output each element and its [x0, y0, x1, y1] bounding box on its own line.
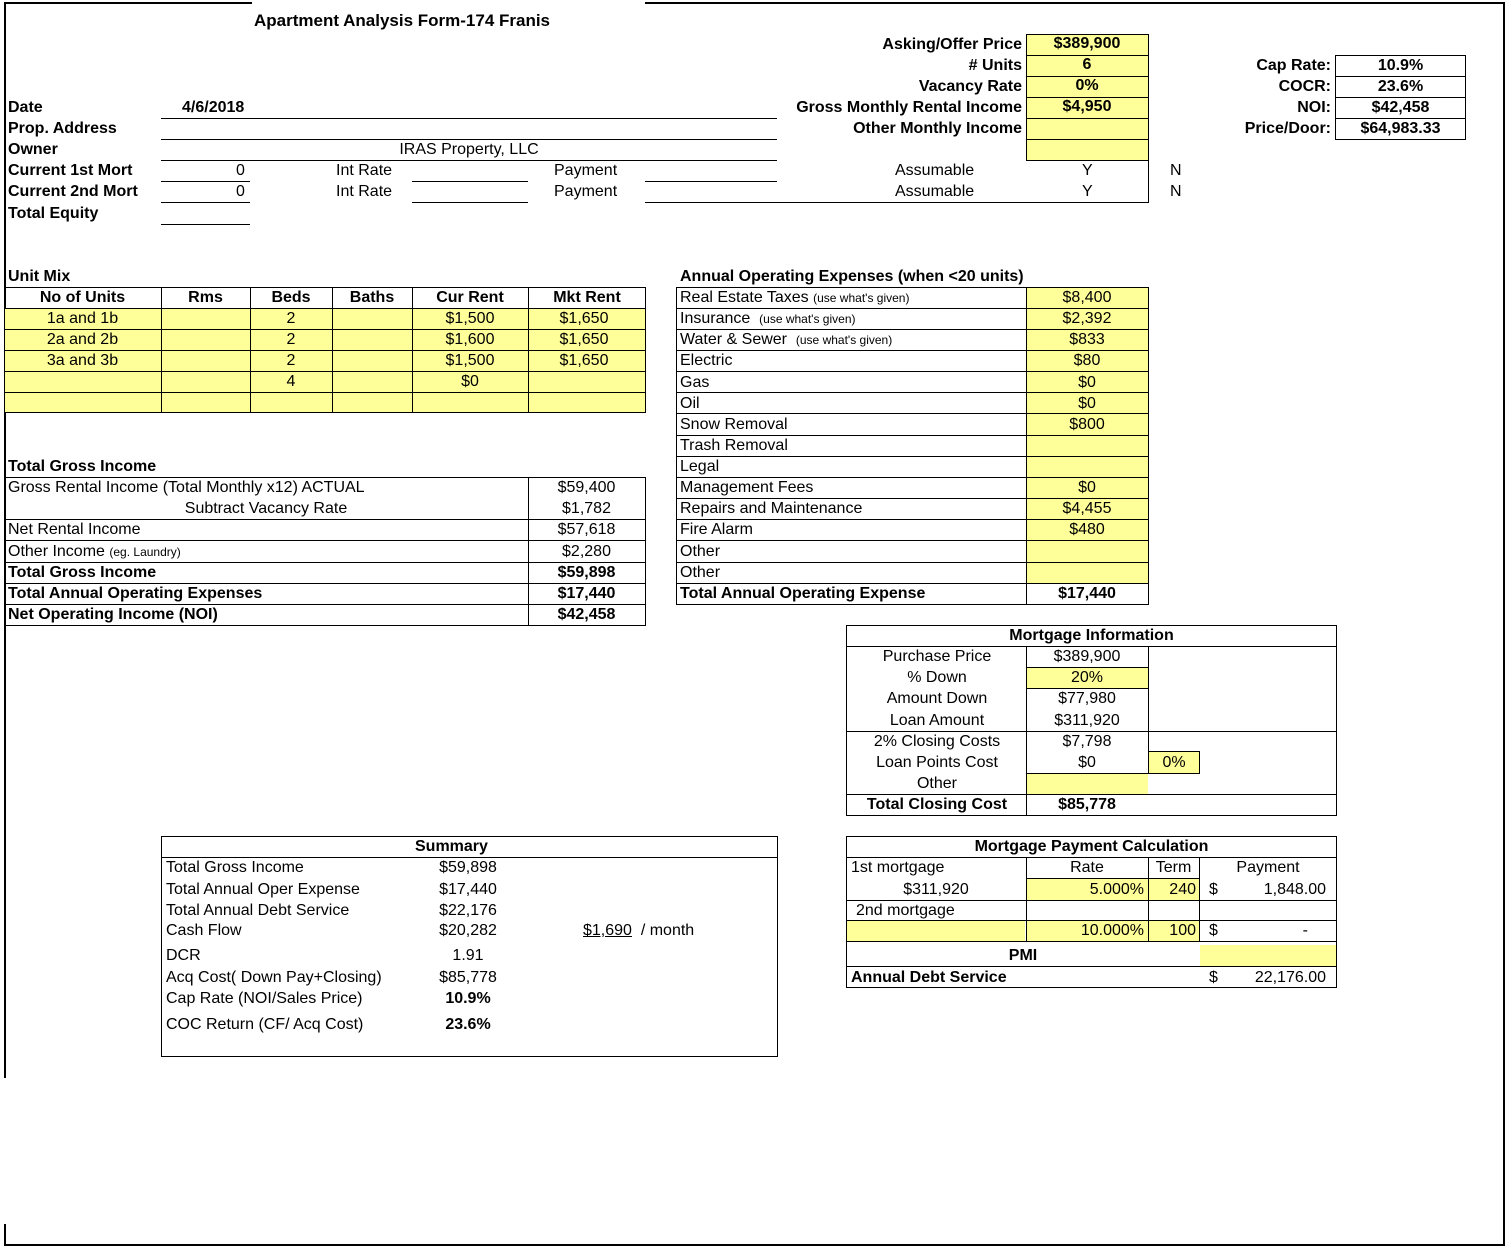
annual-debt-service-value: 22,176.00 [1254, 969, 1326, 986]
assumable-label-1: Assumable [895, 162, 975, 179]
expense-value[interactable]: $800 [1069, 416, 1105, 433]
noi-value: $42,458 [1371, 99, 1430, 116]
col-no-of-units: No of Units [39, 289, 126, 306]
unit-mix-cell[interactable]: 2 [286, 352, 296, 369]
expense-value[interactable]: $0 [1078, 395, 1096, 412]
expense-value[interactable] [1026, 457, 1148, 477]
mortgage-value: $0 [1078, 754, 1096, 771]
gmri-label: Gross Monthly Rental Income [796, 99, 1022, 116]
other-closing-input[interactable] [1026, 774, 1148, 794]
mortgage-label: Loan Amount [889, 712, 985, 729]
summary-label: Total Annual Debt Service [166, 902, 350, 919]
summary-label: Cap Rate (NOI/Sales Price) [166, 990, 363, 1007]
col-rms: Rms [188, 289, 223, 306]
int-rate-label-2: Int Rate [336, 183, 393, 200]
expense-value[interactable]: $833 [1069, 331, 1105, 348]
unit-mix-cell[interactable]: $1,600 [445, 331, 495, 348]
expense-label: Water & Sewer (use what's given) [680, 331, 893, 348]
assumable-n-2[interactable]: N [1170, 183, 1182, 200]
unit-mix-cell[interactable]: $0 [461, 373, 479, 390]
asking-value[interactable]: $389,900 [1053, 35, 1121, 52]
mortgage-label: Amount Down [886, 690, 988, 707]
expense-label: Electric [680, 352, 733, 369]
expense-value[interactable] [1026, 563, 1148, 583]
first-mortgage-dollar: $ [1209, 881, 1218, 898]
address-label: Prop. Address [8, 120, 117, 137]
second-mortgage-rate[interactable]: 10.000% [1080, 922, 1144, 939]
expenses-title: Annual Operating Expenses (when <20 units) [680, 268, 1024, 285]
payment-label-1: Payment [554, 162, 618, 179]
expense-label: Legal [680, 458, 720, 475]
second-mortgage-label: 2nd mortgage [856, 902, 955, 919]
expense-label: Other [680, 564, 721, 581]
income-value: $1,782 [562, 500, 611, 517]
expense-label: Gas [680, 374, 710, 391]
monthly-cash-flow: $1,690 / month [583, 922, 695, 939]
payment-calc-title: Mortgage Payment Calculation [974, 838, 1209, 855]
unit-mix-cell[interactable]: $1,500 [445, 352, 495, 369]
unit-mix-cell[interactable]: $1,650 [559, 310, 609, 327]
col-mkt-rent: Mkt Rent [553, 289, 621, 306]
unit-mix-cell[interactable]: 2 [286, 331, 296, 348]
income-value: $42,458 [557, 606, 616, 623]
first-mortgage-rate[interactable]: 5.000% [1089, 881, 1144, 898]
vacancy-value[interactable]: 0% [1075, 77, 1099, 94]
expense-value[interactable]: $0 [1078, 479, 1096, 496]
date-value[interactable]: 4/6/2018 [182, 99, 245, 116]
summary-title: Summary [415, 838, 488, 855]
summary-value: $22,176 [439, 902, 497, 919]
expense-label: Snow Removal [680, 416, 788, 433]
income-label: Other Income (eg. Laundry) [8, 543, 181, 560]
unit-mix-cell[interactable]: 1a and 1b [46, 310, 119, 327]
vacancy-label: Vacancy Rate [918, 78, 1022, 95]
mortgage-info-title: Mortgage Information [1009, 627, 1174, 644]
second-mortgage-term[interactable]: 100 [1169, 922, 1196, 939]
unit-mix-cell[interactable]: 2a and 2b [46, 331, 119, 348]
summary-label: Acq Cost( Down Pay+Closing) [166, 969, 382, 986]
mortgage-label: Other [916, 775, 957, 792]
mort2-label: Current 2nd Mort [8, 183, 138, 200]
pmi-label: PMI [1008, 947, 1038, 964]
income-label: Net Rental Income [8, 521, 141, 538]
units-value[interactable]: 6 [1082, 56, 1092, 73]
total-closing-label: Total Closing Cost [866, 796, 1008, 813]
owner-label: Owner [8, 141, 58, 158]
expense-value[interactable]: $80 [1073, 352, 1101, 369]
assumable-y-1[interactable]: Y [1082, 162, 1093, 179]
asking-label: Asking/Offer Price [882, 36, 1022, 53]
expense-label: Repairs and Maintenance [680, 500, 863, 517]
mortgage-value: $7,798 [1062, 733, 1112, 750]
mortgage-label: Purchase Price [882, 648, 992, 665]
unit-mix-cell[interactable]: $1,500 [445, 310, 495, 327]
term-header: Term [1155, 859, 1192, 876]
gmri-value[interactable]: $4,950 [1062, 98, 1112, 115]
mortgage-value: $389,900 [1053, 648, 1121, 665]
cap-rate-value: 10.9% [1377, 57, 1424, 74]
unit-mix-cell[interactable]: 3a and 3b [46, 352, 119, 369]
expense-label: Other [680, 543, 721, 560]
first-mortgage-term[interactable]: 240 [1169, 881, 1196, 898]
price-per-door-label: Price/Door: [1244, 120, 1331, 137]
rate-header: Rate [1070, 859, 1104, 876]
first-mortgage-amount: $311,920 [903, 881, 969, 898]
mort1-value[interactable]: 0 [236, 162, 245, 179]
col-baths: Baths [349, 289, 395, 306]
assumable-label-2: Assumable [895, 183, 975, 200]
mortgage-label: Loan Points Cost [876, 754, 998, 771]
summary-value: 10.9% [445, 990, 491, 1007]
mort2-value[interactable]: 0 [236, 183, 245, 200]
expense-value[interactable] [1026, 542, 1148, 562]
unit-mix-cell[interactable]: 4 [286, 373, 296, 390]
income-value: $57,618 [557, 521, 616, 538]
second-mortgage-payment: - [1302, 922, 1308, 939]
income-value: $59,400 [557, 479, 616, 496]
summary-value: $59,898 [439, 859, 497, 876]
summary-value: $20,282 [439, 922, 497, 939]
first-mortgage-payment: 1,848.00 [1263, 881, 1326, 898]
expense-value[interactable]: $0 [1078, 374, 1096, 391]
expense-label: Real Estate Taxes (use what's given) [680, 289, 910, 306]
assumable-n-1[interactable]: N [1170, 162, 1182, 179]
expense-value[interactable]: $2,392 [1062, 310, 1112, 327]
summary-label: Total Annual Oper Expense [166, 881, 360, 898]
expense-total-value: $17,440 [1058, 585, 1116, 602]
equity-label: Total Equity [8, 205, 99, 222]
payment-header: Payment [1236, 859, 1300, 876]
mort1-label: Current 1st Mort [8, 162, 133, 179]
cap-rate-label: Cap Rate: [1256, 57, 1331, 74]
mortgage-value: $77,980 [1058, 690, 1116, 707]
summary-label: Total Gross Income [166, 859, 304, 876]
date-label: Date [8, 99, 43, 116]
annual-debt-service-label: Annual Debt Service [851, 969, 1007, 986]
price-per-door-value: $64,983.33 [1360, 120, 1441, 137]
expense-value[interactable]: $8,400 [1062, 289, 1112, 306]
expense-label: Fire Alarm [680, 521, 753, 538]
income-value: $2,280 [562, 543, 611, 560]
summary-label: COC Return (CF/ Acq Cost) [166, 1016, 364, 1033]
income-label: Total Gross Income [8, 564, 157, 581]
mortgage-label: % Down [907, 669, 967, 686]
income-label: Subtract Vacancy Rate [184, 500, 348, 517]
summary-value: $85,778 [439, 969, 497, 986]
income-value: $59,898 [557, 564, 616, 581]
summary-value: 1.91 [452, 947, 484, 964]
col-beds: Beds [271, 289, 311, 306]
cocr-label: COCR: [1278, 78, 1331, 95]
expense-label: Trash Removal [680, 437, 788, 454]
payment-label-2: Payment [554, 183, 618, 200]
annual-debt-service-dollar: $ [1209, 969, 1218, 986]
units-label: # Units [968, 57, 1022, 74]
unit-mix-cell[interactable]: 2 [286, 310, 296, 327]
income-label: Net Operating Income (NOI) [8, 606, 218, 623]
col-cur-rent: Cur Rent [436, 289, 504, 306]
page-title: Apartment Analysis Form-174 Franis [254, 11, 551, 30]
first-mortgage-label: 1st mortgage [851, 859, 945, 876]
omi-label: Other Monthly Income [853, 120, 1022, 137]
percent-down-input[interactable]: 20% [1070, 669, 1104, 686]
points-percent-input[interactable]: 0% [1162, 754, 1186, 771]
income-label: Total Annual Operating Expenses [8, 585, 263, 602]
unit-mix-cell[interactable]: $1,650 [559, 352, 609, 369]
summary-value: $17,440 [439, 881, 497, 898]
unit-mix-title: Unit Mix [8, 268, 71, 285]
assumable-y-2[interactable]: Y [1082, 183, 1093, 200]
expense-total-label: Total Annual Operating Expense [680, 585, 926, 602]
income-title: Total Gross Income [8, 458, 157, 475]
int-rate-label-1: Int Rate [336, 162, 393, 179]
income-label: Gross Rental Income (Total Monthly x12) ACTUAL [8, 479, 365, 496]
summary-value: 23.6% [445, 1016, 491, 1033]
noi-label: NOI: [1297, 99, 1331, 116]
cocr-value: 23.6% [1377, 78, 1424, 95]
expense-value[interactable]: $480 [1069, 521, 1105, 538]
expense-label: Oil [680, 395, 700, 412]
owner-value[interactable]: IRAS Property, LLC [399, 141, 539, 158]
second-mortgage-dollar: $ [1209, 922, 1218, 939]
summary-label: Cash Flow [166, 922, 242, 939]
expense-label: Management Fees [680, 479, 814, 496]
expense-value[interactable] [1026, 436, 1148, 456]
mortgage-value: $311,920 [1054, 712, 1120, 729]
expense-value[interactable]: $4,455 [1062, 500, 1112, 517]
expense-label: Insurance (use what's given) [680, 310, 856, 327]
summary-label: DCR [166, 947, 201, 964]
unit-mix-cell[interactable]: $1,650 [559, 331, 609, 348]
income-value: $17,440 [557, 585, 616, 602]
mortgage-label: 2% Closing Costs [873, 733, 1001, 750]
total-closing-value: $85,778 [1058, 796, 1116, 813]
